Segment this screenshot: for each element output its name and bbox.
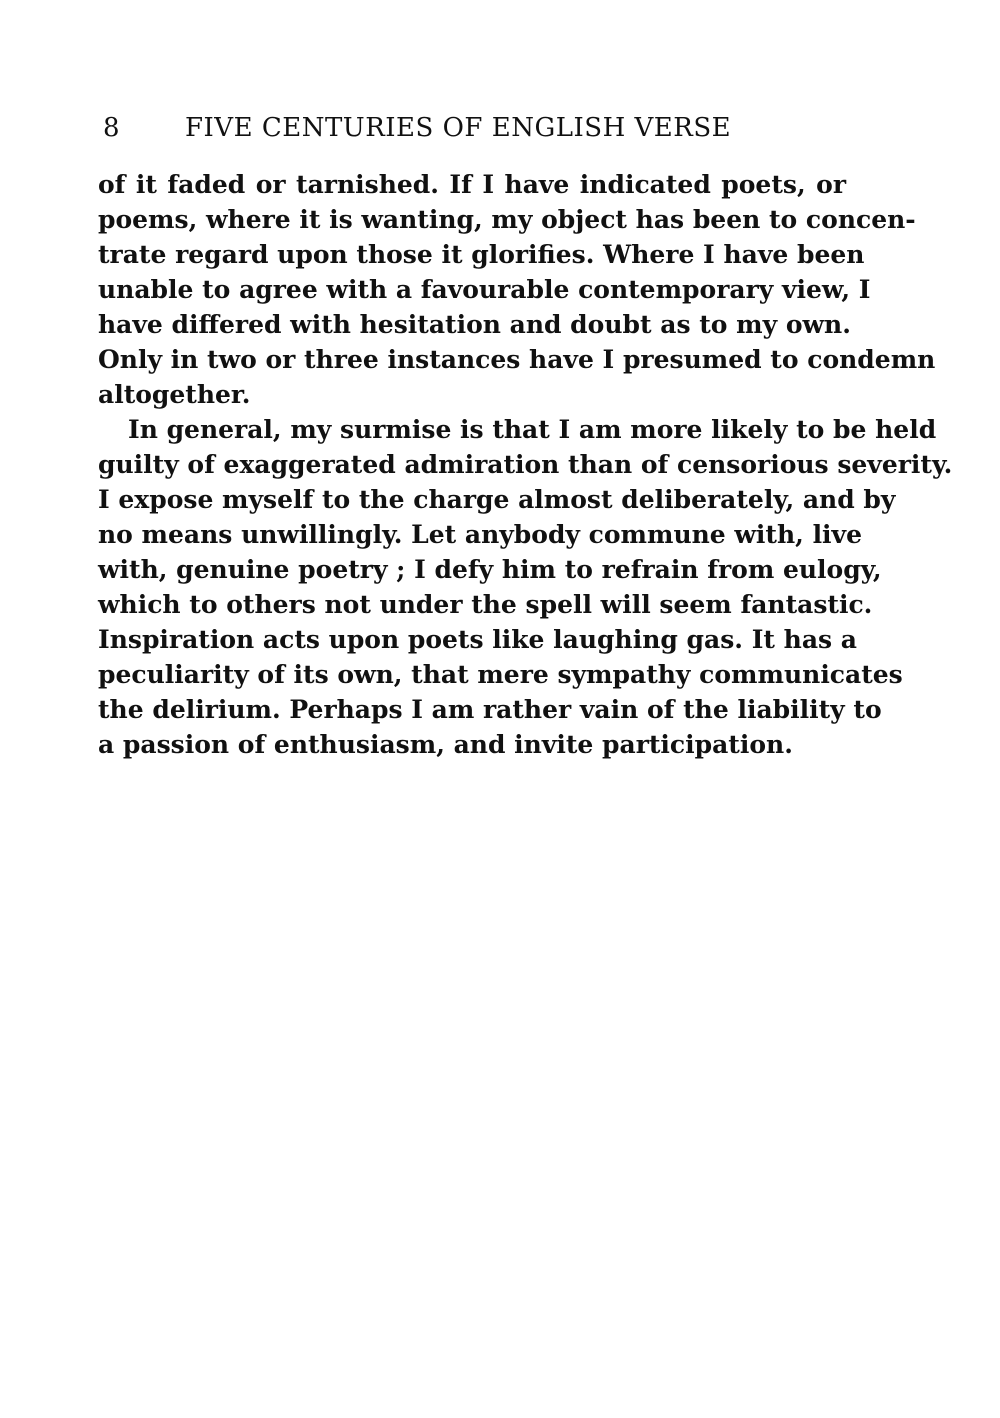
- paragraph-2: [98, 412, 953, 762]
- text-line: have differed with hesitation and doubt as to my own.: [98, 310, 851, 339]
- running-head: [103, 108, 771, 148]
- text-line: poems, where it is wanting, my object has been to concen-: [98, 205, 916, 234]
- page-number: 8: [103, 113, 121, 143]
- running-title: FIVE CENTURIES OF ENGLISH VERSE: [185, 113, 732, 143]
- text-line: Only in two or three instances have I presumed to condemn: [98, 345, 936, 374]
- text-line: a passion of enthusiasm, and invite participation.: [98, 730, 793, 759]
- text-line: which to others not under the spell will seem fantastic.: [98, 590, 873, 619]
- text-line: unable to agree with a favourable contemporary view, I: [98, 275, 871, 304]
- body-text: [98, 167, 953, 762]
- text-line: Inspiration acts upon poets like laughing gas. It has a: [98, 625, 858, 654]
- text-line: I expose myself to the charge almost deliberately, and by: [98, 485, 896, 514]
- text-line: of it faded or tarnished. If I have indicated poets, or: [98, 170, 846, 199]
- text-line: In general, my surmise is that I am more likely to be held: [128, 415, 937, 444]
- text-line: peculiarity of its own, that mere sympathy communicates: [98, 660, 903, 689]
- paragraph-1: [98, 167, 936, 412]
- text-line: altogether.: [98, 380, 251, 409]
- text-line: the delirium. Perhaps I am rather vain of the liability to: [98, 695, 882, 724]
- text-line: with, genuine poetry ; I defy him to refrain from eulogy,: [98, 555, 882, 584]
- text-line: guilty of exaggerated admiration than of censorious severity.: [98, 450, 953, 479]
- text-line: no means unwillingly. Let anybody commune with, live: [98, 520, 862, 549]
- text-line: trate regard upon those it glorifies. Where I have been: [98, 240, 865, 269]
